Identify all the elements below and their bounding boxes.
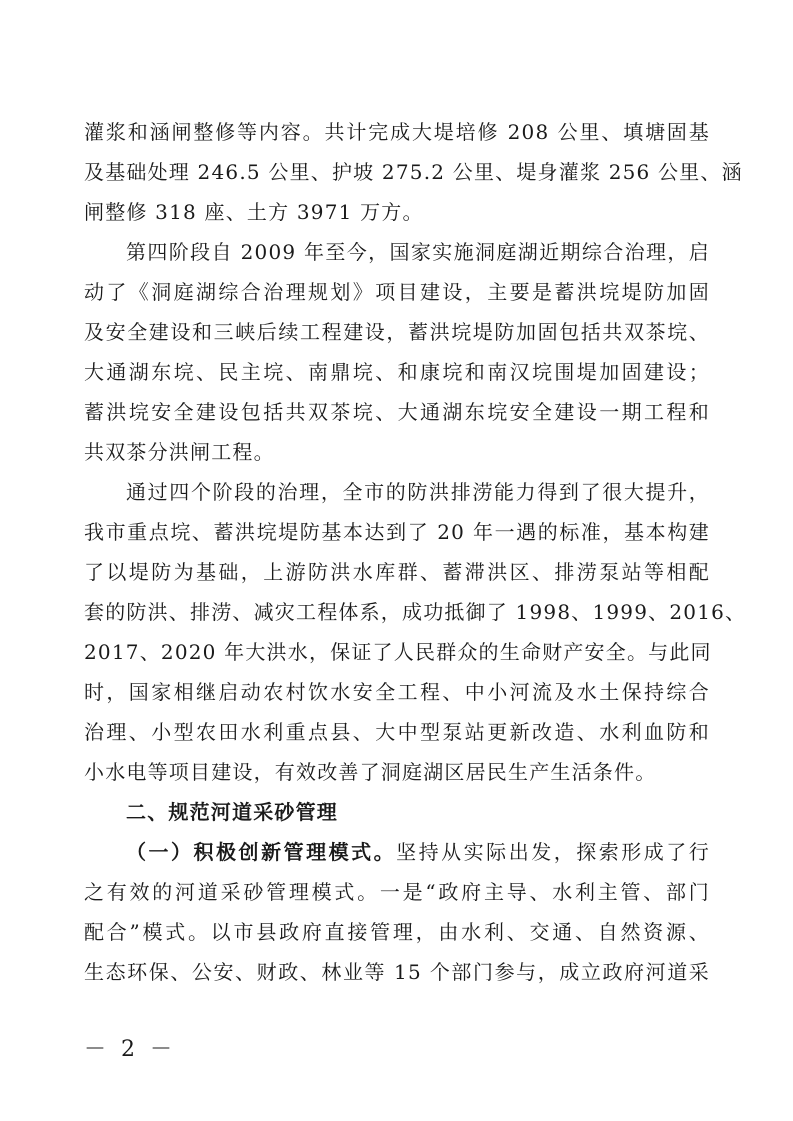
- paragraph-start-line: 第四阶段自 2009 年至今，国家实施洞庭湖近期综合治理，启: [126, 240, 710, 264]
- page-number: － 2 －: [84, 1037, 176, 1062]
- text-line: 生态环保、公安、财政、林业等 15 个部门参与，成立政府河道采: [84, 960, 710, 984]
- text-line: 动了《洞庭湖综合治理规划》项目建设，主要是蓄洪垸堤防加固: [84, 280, 710, 304]
- text-line: 之有效的河道采砂管理模式。一是“政府主导、水利主管、部门: [84, 880, 710, 904]
- text-line: 大通湖东垸、民主垸、南鼎垸、和康垸和南汉垸围堤加固建设；: [84, 360, 710, 384]
- text-line: 共双茶分洪闸工程。: [84, 440, 275, 464]
- text-line: 小水电等项目建设，有效改善了洞庭湖区居民生产生活条件。: [84, 760, 657, 784]
- text-line: 治理、小型农田水利重点县、大中型泵站更新改造、水利血防和: [84, 720, 710, 744]
- text-line: 配合”模式。以市县政府直接管理，由水利、交通、自然资源、: [84, 920, 710, 944]
- section-heading: 二、规范河道采砂管理: [126, 800, 338, 824]
- paragraph-start-line: [84, 832, 710, 872]
- text-line: 蓄洪垸安全建设包括共双茶垸、大通湖东垸安全建设一期工程和: [84, 400, 710, 424]
- text-line: 及安全建设和三峡后续工程建设，蓄洪垸堤防加固包括共双茶垸、: [84, 320, 710, 344]
- text-line: 灌浆和涵闸整修等内容。共计完成大堤培修 208 公里、填塘固基: [84, 120, 710, 144]
- text-line: 闸整修 318 座、土方 3971 万方。: [84, 200, 424, 224]
- text-line: 及基础处理 246.5 公里、护坡 275.2 公里、堤身灌浆 256 公里、涵: [84, 160, 743, 184]
- text-line: 套的防洪、排涝、减灾工程体系，成功抵御了 1998、1999、2016、: [84, 600, 747, 624]
- text-span: 坚持从实际出发，探索形成了行: [396, 840, 710, 864]
- text-line: 时，国家相继启动农村饮水安全工程、中小河流及水土保持综合: [84, 680, 710, 704]
- text-line: 我市重点垸、蓄洪垸堤防基本达到了 20 年一遇的标准，基本构建: [84, 520, 710, 544]
- subsection-heading: （一）积极创新管理模式。: [126, 840, 397, 864]
- paragraph-start-line: 通过四个阶段的治理，全市的防洪排涝能力得到了很大提升，: [126, 480, 710, 504]
- text-line: 2017、2020 年大洪水，保证了人民群众的生命财产安全。与此同: [84, 640, 712, 664]
- text-line: 了以堤防为基础，上游防洪水库群、蓄滞洪区、排涝泵站等相配: [84, 560, 710, 584]
